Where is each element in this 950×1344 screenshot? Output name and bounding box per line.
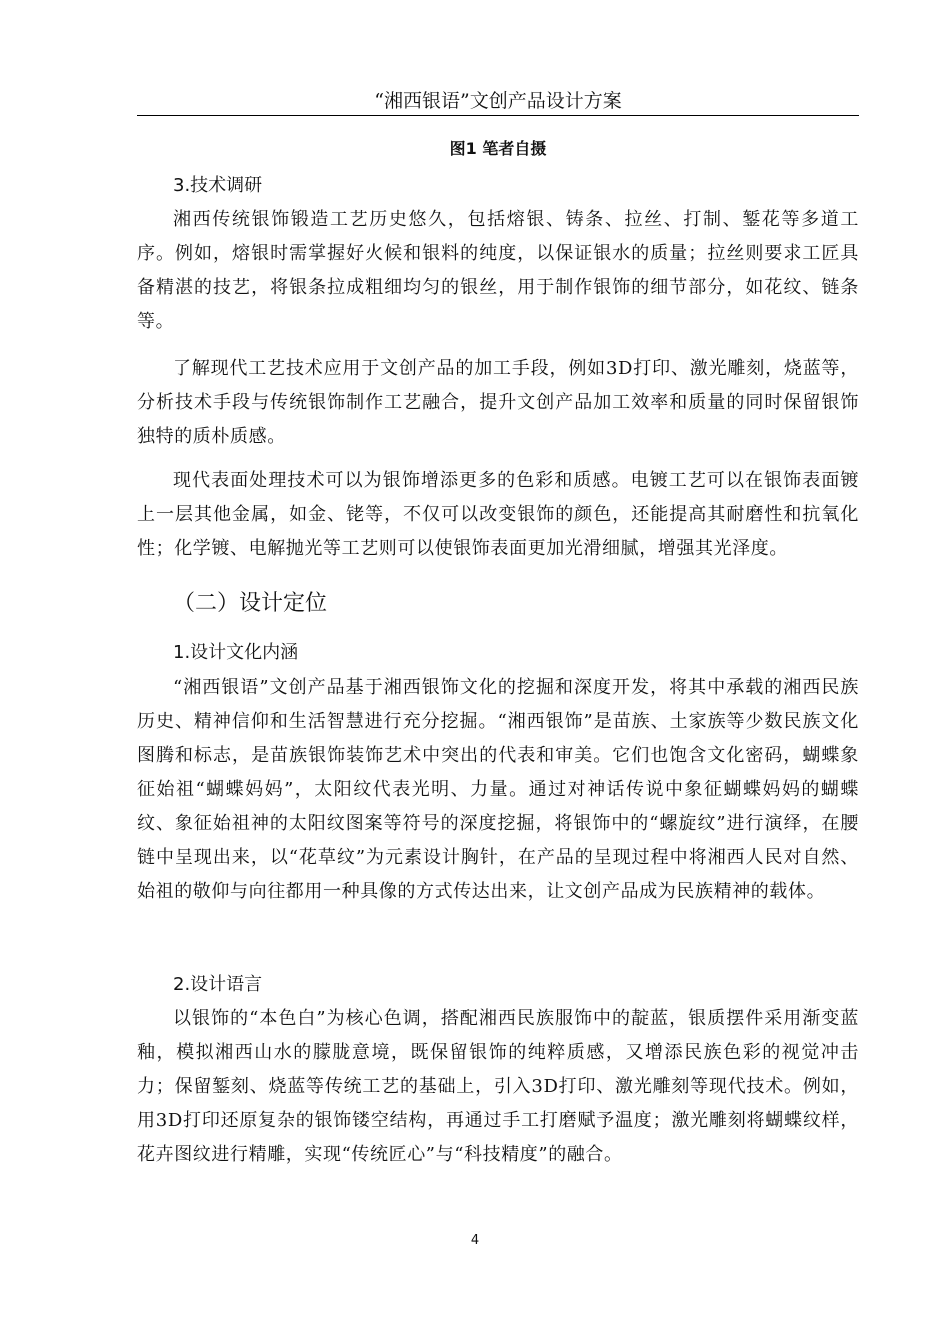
page-number: 4 xyxy=(470,1233,480,1248)
paragraph-tech-2: 了解现代工艺技术应用于文创产品的加工手段，例如3D打印、激光雕刻，烧蓝等，分析技术手段与传统银饰制作工艺融合，提升文创产品加工效率和质量的同时保留银饰独特的质朴质感。 xyxy=(137,358,859,447)
heading-design-language: 2.设计语言 xyxy=(173,974,263,995)
header-rule xyxy=(137,115,859,116)
paragraph-language: 以银饰的“本色白”为核心色调，搭配湘西民族服饰中的靛蓝，银质摆件采用渐变蓝釉，模拟湘西山水的朦胧意境，既保留银饰的纯粹质感，又增添民族色彩的视觉冲击力；保留錾刻、烧蓝等传统工艺的基础上，引入3D打印、激光雕刻等现代技术。例如，用3D打印还原复杂的银饰镂空结构，再通过手工打磨赋予温度；激光雕刻将蝴蝶纹样，花卉图纹进行精雕，实现“传统匠心”与“科技精度”的融合。 xyxy=(137,1008,859,1165)
paragraph-culture: “湘西银语”文创产品基于湘西银饰文化的挖掘和深度开发，将其中承载的湘西民族历史、精神信仰和生活智慧进行充分挖掘。“湘西银饰”是苗族、土家族等少数民族文化图腾和标志，是苗族银饰装饰艺术中突出的代表和审美。它们也饱含文化密码，蝴蝶象征始祖“蝴蝶妈妈”，太阳纹代表光明、力量。通过对神话传说中象征蝴蝶妈妈的蝴蝶纹、象征始祖神的太阳纹图案等符号的深度挖掘，将银饰中的“螺旋纹”进行演绎，在腰链中呈现出来，以“花草纹”为元素设计胸针，在产品的呈现过程中将湘西人民对自然、始祖的敬仰与向往都用一种具像的方式传达出来，让文创产品成为民族精神的载体。 xyxy=(137,677,859,902)
running-header: “湘西银语”文创产品设计方案 xyxy=(374,90,622,112)
heading-design-culture: 1.设计文化内涵 xyxy=(173,642,299,663)
heading-design-positioning: （二）设计定位 xyxy=(173,591,328,616)
paragraph-tech-3: 现代表面处理技术可以为银饰增添更多的色彩和质感。电镀工艺可以在银饰表面镀上一层其他金属，如金、铑等，不仅可以改变银饰的颜色，还能提高其耐磨性和抗氧化性；化学镀、电解抛光等工艺则可以使银饰表面更加光滑细腻，增强其光泽度。 xyxy=(137,470,859,559)
paragraph-tech-1: 湘西传统银饰锻造工艺历史悠久，包括熔银、铸条、拉丝、打制、錾花等多道工序。例如，熔银时需掌握好火候和银料的纯度，以保证银水的质量；拉丝则要求工匠具备精湛的技艺，将银条拉成粗细均匀的银丝，用于制作银饰的细节部分，如花纹、链条等。 xyxy=(137,209,859,332)
heading-tech-research: 3.技术调研 xyxy=(173,175,263,196)
figure-caption: 图1 笔者自摄 xyxy=(449,139,547,158)
